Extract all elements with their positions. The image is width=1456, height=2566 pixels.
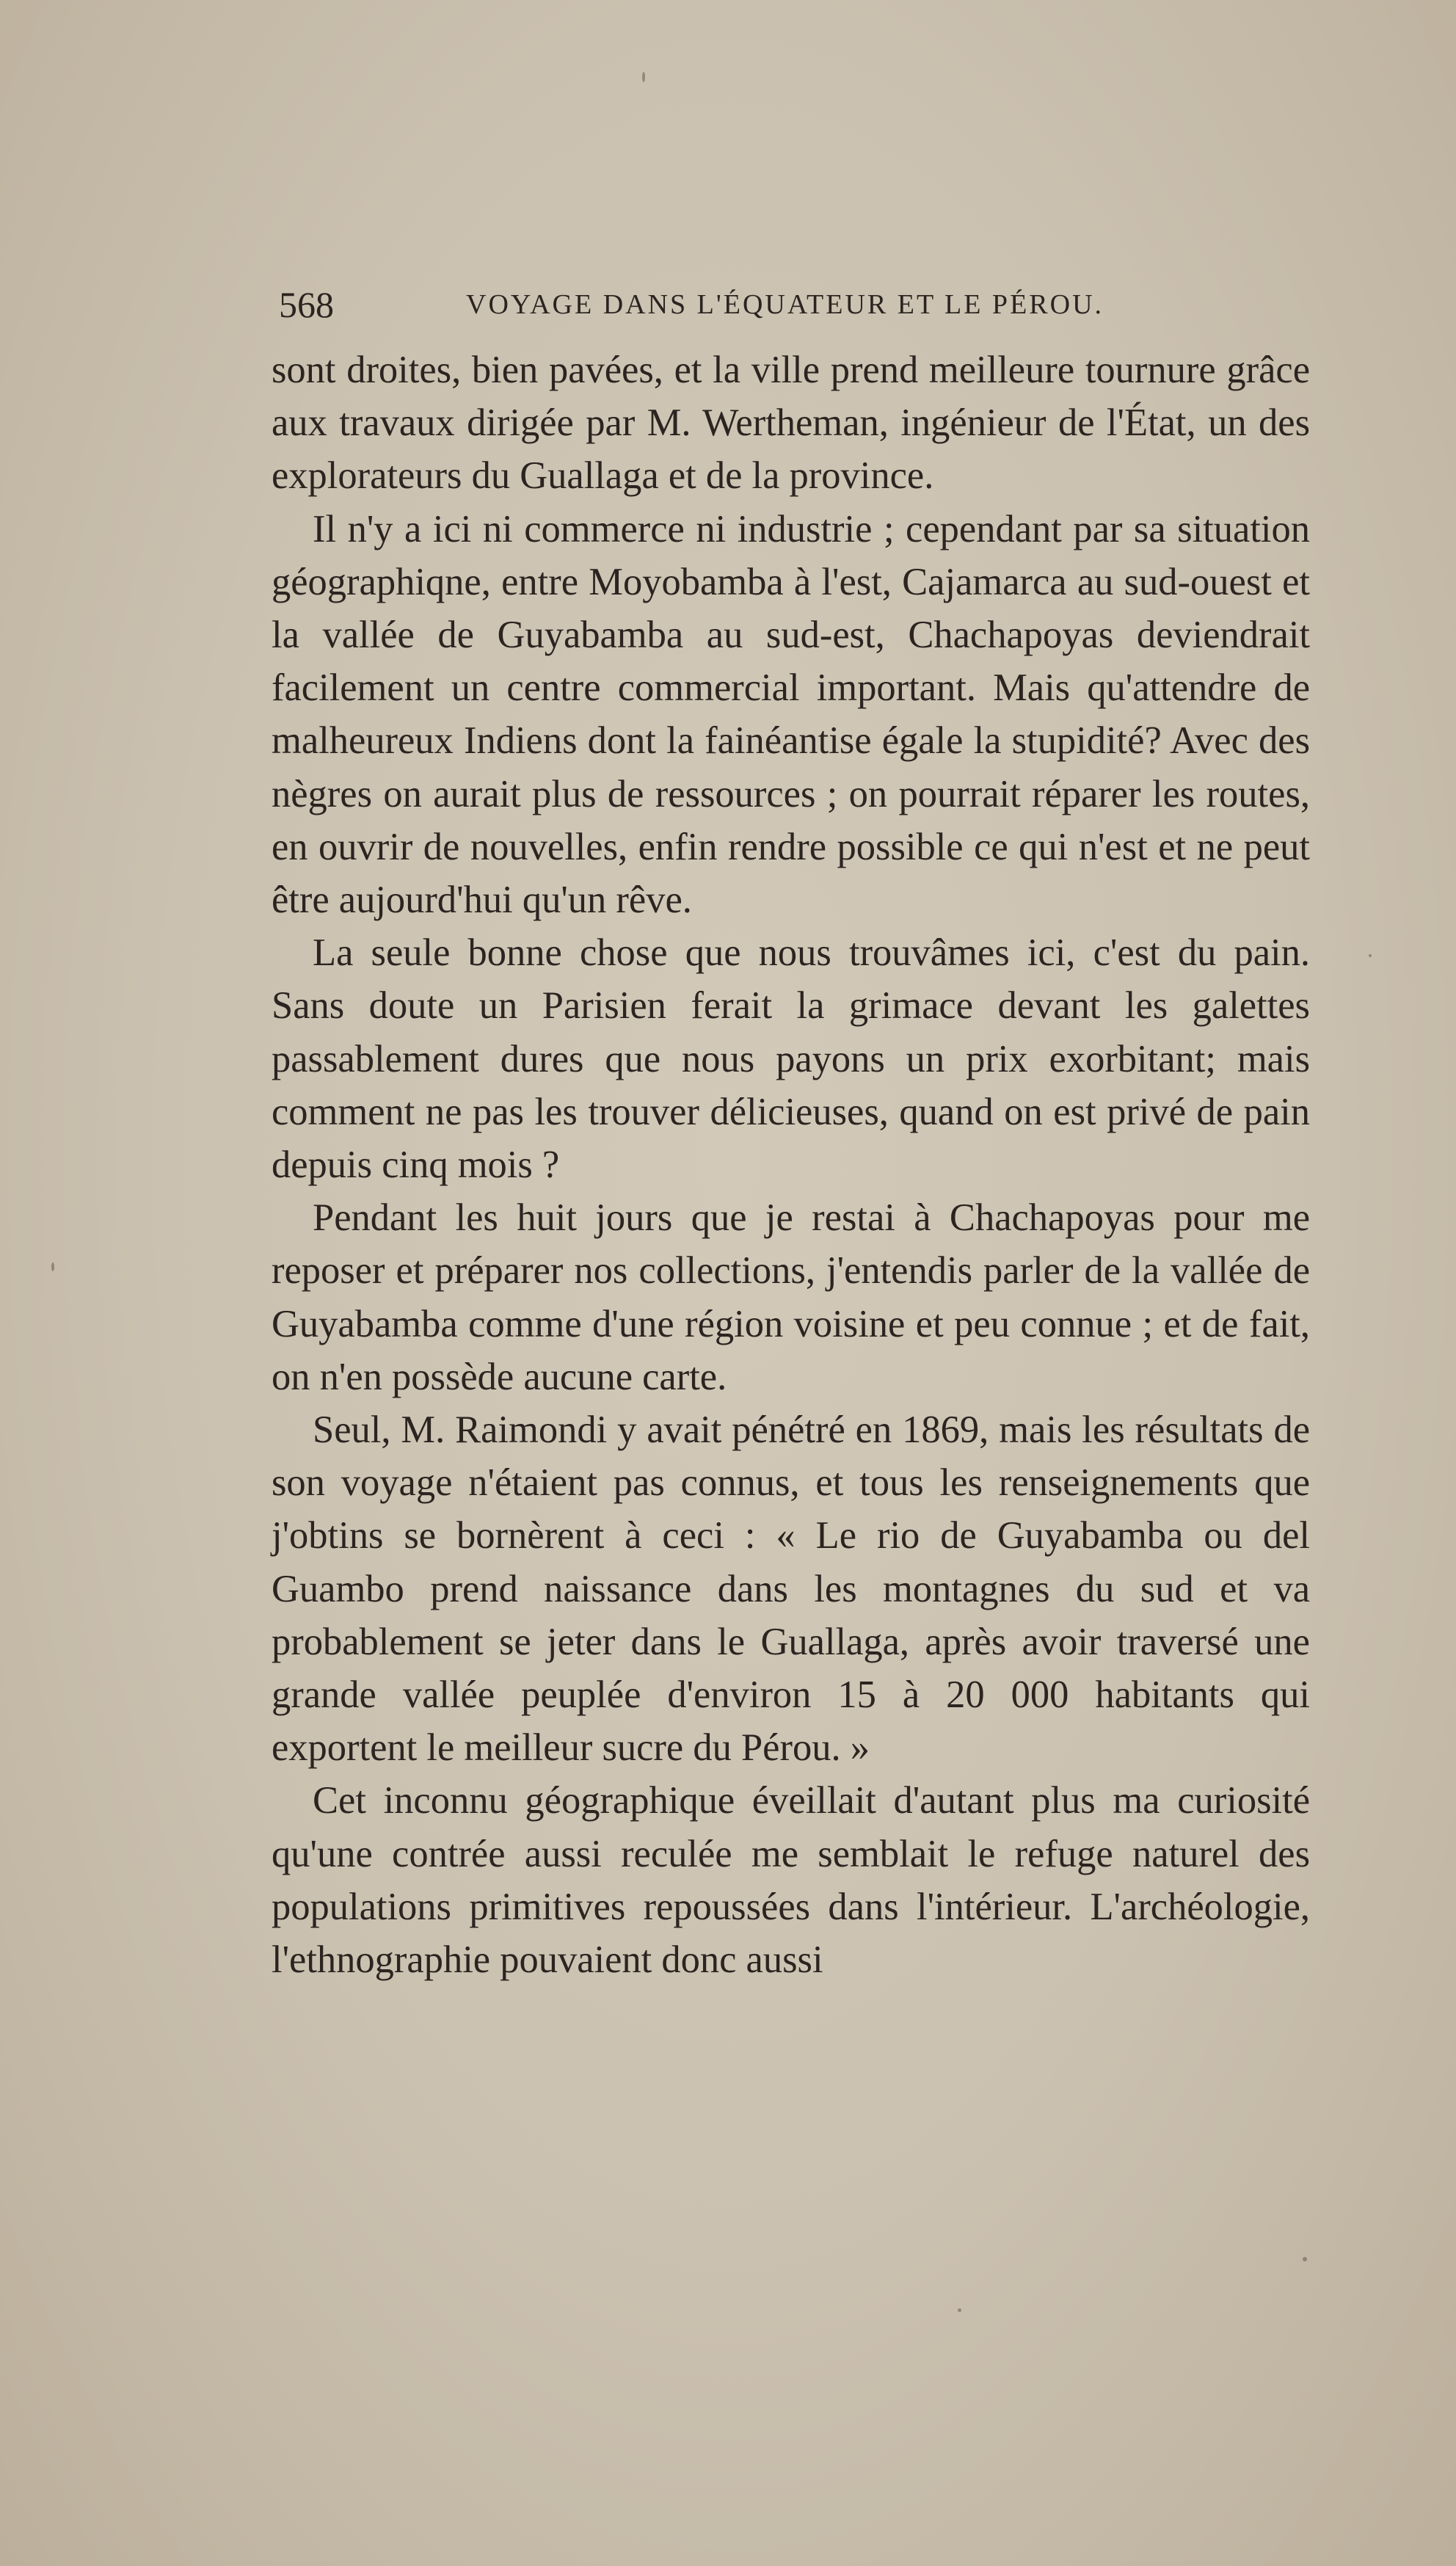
paper-speck [958, 2308, 961, 2312]
paragraph-raimondi: Seul, M. Raimondi y avait pénétré en 1869, mais les résultats de son voyage n'étaient pas connus, et tous les renseignements que j'obtins se bornèrent à ceci : « Le rio de Guyabamba ou del Guambo prend naissance dans les montagnes du sud et va probablement se jeter dans le Guallaga, après avoir traversé une grande vallée peuplée d'environ 15 à 20 000 habitants qui exportent le meilleur sucre du Pérou. » [272, 1409, 1310, 1770]
paragraph-guyabamba: Pendant les huit jours que je restai à Chachapoyas pour me reposer et préparer nos collections, j'entendis parler de la vallée de Guyabamba comme d'une région voisine et peu connue ; et de fait, on n'en possède aucune carte. [272, 1196, 1310, 1398]
paper-speck [642, 72, 645, 82]
page-number: 568 [279, 284, 334, 325]
paper-speck [51, 1262, 54, 1271]
paper-speck [1303, 2257, 1307, 2261]
paragraph-bread: La seule bonne chose que nous trouvâmes ici, c'est du pain. Sans doute un Parisien ferait la grimace devant les galettes passablement dures que nous payons un prix exorbitant; mais comment ne pas les trouver délicieuses, quand on est privé de pain depuis cinq mois ? [272, 931, 1310, 1187]
paragraph-continued: sont droites, bien pavées, et la ville prend meilleure tournure grâce aux travaux dirigée par M. Wertheman, ingénieur de l'État, un des explorateurs du Guallaga et de la province. [272, 349, 1310, 498]
running-title: VOYAGE DANS L'ÉQUATEUR ET LE PÉROU. [466, 289, 1104, 320]
running-head [279, 279, 1321, 330]
paragraph-commerce: Il n'y a ici ni commerce ni industrie ; cependant par sa situation géographiqne, entre Moyobamba à l'est, Cajamarca au sud-ouest et la vallée de Guyabamba au sud-est, Chachapoyas deviendrait facilement un centre commercial important. Mais qu'attendre de malheureux Indiens dont la fainéantise égale la stupidité? Avec des nègres on aurait plus de ressources ; on pourrait réparer les routes, en ouvrir de nouvelles, enfin rendre possible ce qui n'est et ne peut être aujourd'hui qu'un rêve. [272, 507, 1310, 922]
body-text [272, 344, 1310, 1986]
paragraph-curiosity: Cet inconnu géographique éveillait d'autant plus ma curiosité qu'une contrée aussi reculée me semblait le refuge naturel des populations primitives repoussées dans l'intérieur. L'archéologie, l'ethnographie pouvaient donc aussi [272, 1779, 1310, 1982]
paper-speck [1369, 954, 1372, 957]
